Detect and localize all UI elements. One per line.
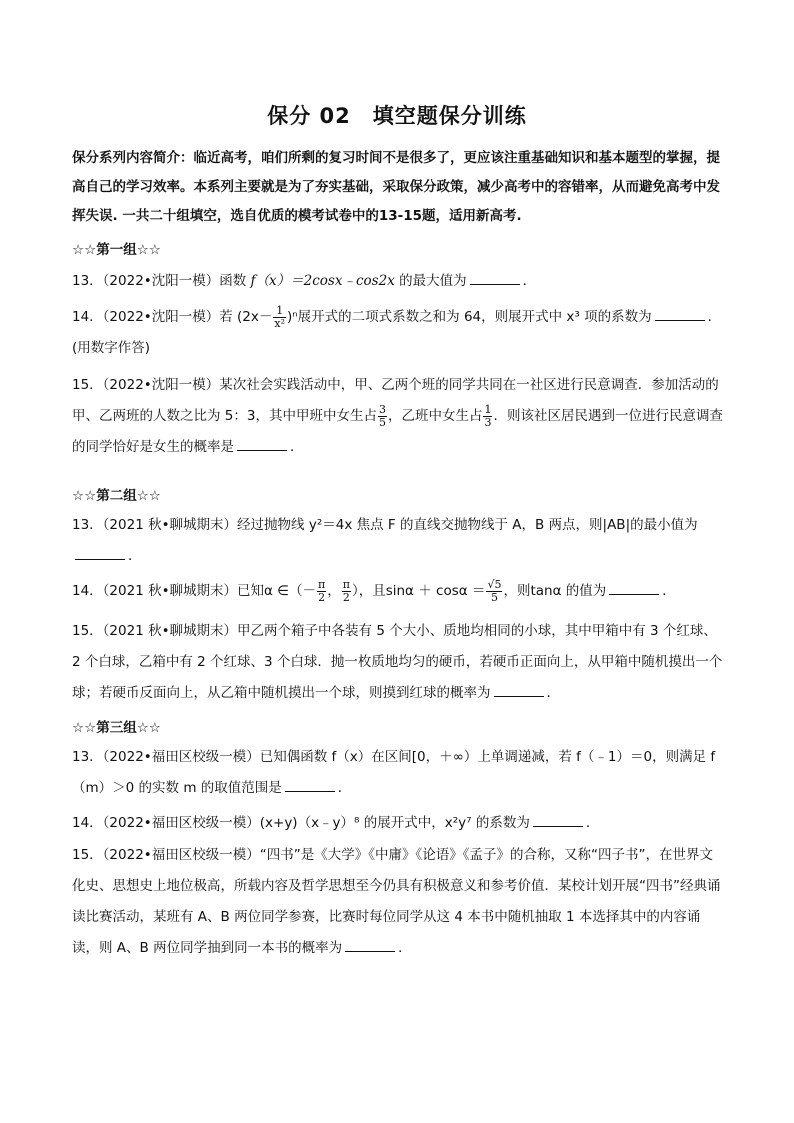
- question-text: ，则tanα 的值为: [503, 583, 607, 599]
- question-text: ，乙班中女生占: [387, 408, 483, 424]
- question-1-13: [72, 266, 724, 297]
- group-heading-2: ☆☆第二组☆☆: [72, 488, 161, 504]
- fraction-denominator: 5: [490, 590, 498, 604]
- group-heading-3: ☆☆第三组☆☆: [72, 720, 161, 736]
- fraction-numerator: √5: [487, 577, 502, 591]
- fraction: [273, 305, 286, 330]
- question-3-14: [72, 808, 724, 839]
- question-text: 14．（2022•沈阳一模）若 (2x－: [72, 309, 273, 325]
- fraction-numerator: 3: [378, 402, 386, 416]
- answer-blank[interactable]: [345, 939, 395, 952]
- fraction-denominator: 3: [484, 415, 492, 429]
- fraction: [486, 579, 502, 604]
- question-1-15: [72, 370, 724, 463]
- fraction-denominator: 2: [342, 590, 350, 604]
- question-text: 14．（2022•福田区校级一模）(x+y)（x﹣y）⁸ 的展开式中，x²y⁷ 的系数为: [72, 815, 530, 831]
- answer-blank[interactable]: [655, 308, 705, 321]
- fraction-numerator: π: [342, 577, 350, 591]
- question-text: ．: [585, 815, 600, 831]
- answer-blank[interactable]: [609, 582, 659, 595]
- fraction-numerator: π: [318, 577, 326, 591]
- fraction-numerator: 1: [484, 402, 492, 416]
- question-text: ．: [290, 439, 304, 455]
- question-text: 的最大值为: [394, 273, 467, 289]
- fraction: [317, 579, 326, 604]
- question-text: )ⁿ展开式的二项式系数之和为 64，则展开式中 x³ 项的系数为: [287, 309, 652, 325]
- question-text: ．: [662, 583, 676, 599]
- fraction: [378, 404, 387, 429]
- answer-blank[interactable]: [285, 779, 335, 792]
- intro-paragraph: 保分系列内容简介：临近高考，咱们所剩的复习时间不是很多了，更应该注重基础知识和基本题型的掌握，提高自己的学习效率。本系列主要就是为了夯实基础，采取保分政策，减少高考中的容错率，从而避免高考中发挥失误. 一共二十组填空，选自优质的模考试卷中的13-15题，适用新高考.: [72, 150, 720, 224]
- answer-blank[interactable]: [470, 272, 520, 285]
- answer-blank[interactable]: [75, 547, 125, 560]
- fraction-denominator: 2: [318, 590, 326, 604]
- fraction: [342, 579, 351, 604]
- question-text: 15．（2022•福田区校级一模）“四书”是《大学》《中庸》《论语》《孟子》的合称，又称“四子书”，在世界文化史、思想史上地位极高，所载内容及哲学思想至今仍具有积极意义和参考价值．某校计划开展“四书”经典诵读比赛活动，某班有 A、B 两位同学参赛，比赛时每位同学从这 4 本书中随机抽取 1 本选择其中的内容诵读，则 A、B 两位同学抽到同一本书的概率为: [72, 847, 721, 956]
- question-text: 14．（2021 秋•聊城期末）已知α ∈（－: [72, 583, 316, 599]
- fraction-numerator: 1: [273, 305, 286, 318]
- question-text: 13．（2022•沈阳一模）函数: [72, 273, 251, 289]
- answer-blank[interactable]: [237, 438, 287, 451]
- question-text: ．: [128, 548, 142, 564]
- page-title: 保分 02 填空题保分训练: [267, 104, 527, 128]
- question-text: 13．（2021 秋•聊城期末）经过抛物线 y²＝4x 焦点 F 的直线交抛物线于 A，B 两点，则|AB|的最小值为: [72, 517, 698, 533]
- fraction-denominator: x²: [274, 316, 286, 330]
- question-text: 13．（2022•福田区校级一模）已知偶函数 f（x）在区间[0，＋∞）上单调递减，若 f（﹣1）＝0，则满足 f（m）＞0 的实数 m 的取值范围是: [72, 749, 716, 796]
- question-text: ．: [546, 685, 560, 701]
- question-text: ，: [327, 583, 341, 599]
- question-text: ．: [337, 780, 352, 796]
- group-heading-1: ☆☆第一组☆☆: [72, 242, 161, 258]
- question-3-13: [72, 742, 724, 804]
- question-text: ．则该社区居民遇到一位进行民意调查的同学恰好是女生的概率是: [72, 408, 723, 455]
- fraction: [483, 404, 492, 429]
- question-text: 15．（2021 秋•聊城期末）甲乙两个箱子中各装有 5 个大小、质地均相同的小球，其中甲箱中有 3 个红球、2 个白球，乙箱中有 2 个红球、3 个白球．抛一枚质地均匀的硬币，若硬币正面向上，从甲箱中随机摸出一个球；若硬币反面向上，从乙箱中随机摸出一个球，则摸到红球的概率为: [72, 623, 723, 701]
- question-3-15: [72, 840, 724, 964]
- question-text: ．: [398, 940, 412, 956]
- question-text: ），且sinα ＋ cosα ＝: [351, 583, 486, 599]
- question-2-14: [72, 576, 724, 607]
- fraction-denominator: 5: [378, 415, 386, 429]
- answer-blank[interactable]: [494, 684, 544, 697]
- question-1-14: [72, 302, 724, 364]
- question-2-13: [72, 510, 724, 572]
- answer-blank[interactable]: [533, 814, 583, 827]
- question-text: ．: [522, 273, 537, 289]
- question-text: 15．（2022•沈阳一模）某次社会实践活动中，甲、乙两个班的同学共同在一社区进行民意调查．参加活动的甲、乙两班的人数之比为 5：3，其中甲班中女生占: [72, 377, 719, 424]
- question-2-15: [72, 616, 724, 709]
- formula: f（x）＝2cosx﹣cos2x: [250, 273, 395, 289]
- question-text: ．(用数字作答): [72, 309, 722, 356]
